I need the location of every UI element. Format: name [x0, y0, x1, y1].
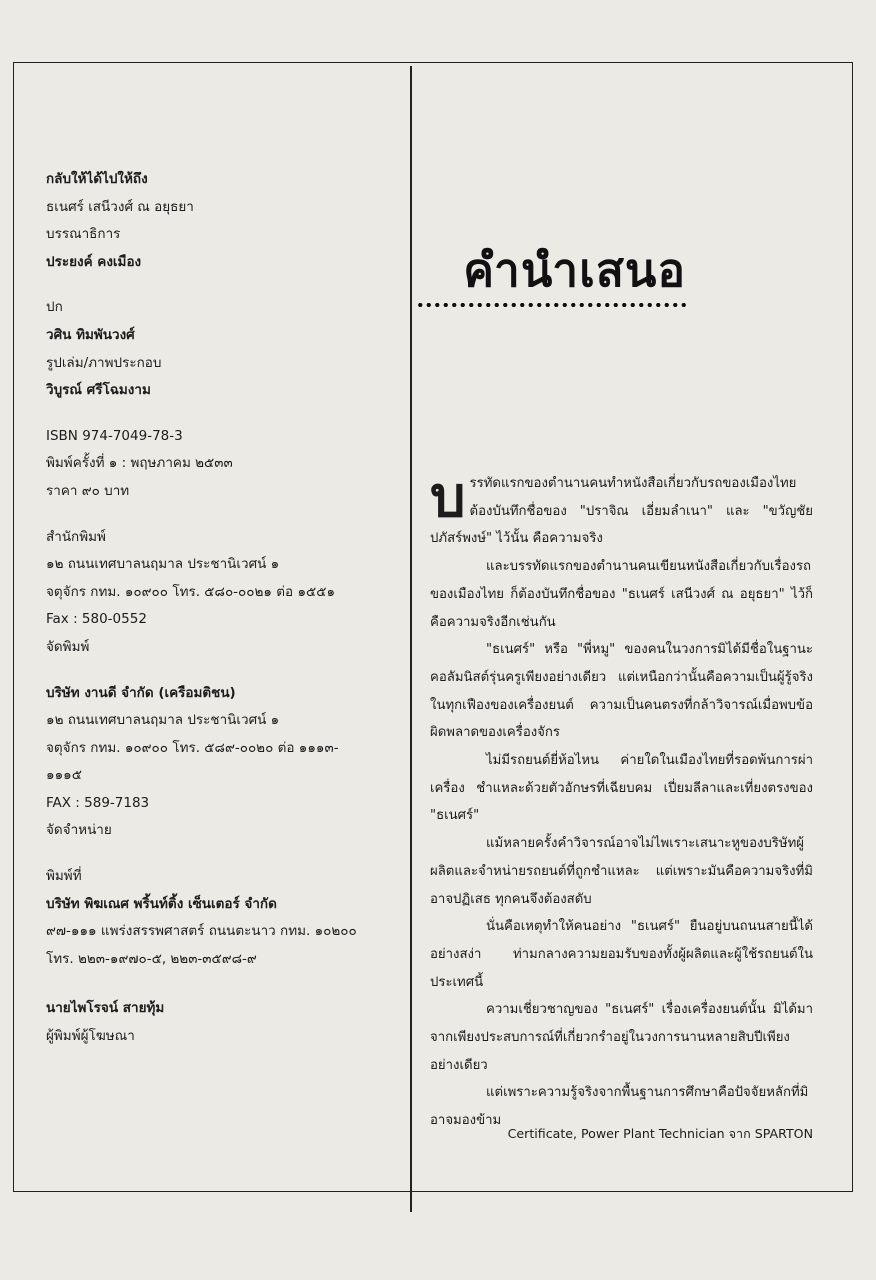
credit-line: จตุจักร กทม. ๑๐๙๐๐ โทร. ๕๘๙-๐๐๒๐ ต่อ ๑๑๑๓-: [46, 739, 339, 756]
column-divider: [410, 66, 412, 1212]
credits-column: [46, 166, 401, 1051]
credit-line: ผู้พิมพ์ผู้โฆษณา: [46, 1028, 135, 1045]
credit-line: ปก: [46, 299, 63, 316]
drop-cap: บ: [430, 465, 466, 530]
foreword-paragraph: และบรรทัดแรกของตำนานคนเขียนหนังสือเกี่ยวกับเรื่องรถของเมืองไทย ก็ต้องบันทึกชื่อของ "ธเนศร์ เสนีวงศ์ ณ อยุธยา" ไว้ก็คือความจริงอีกเช่นกัน: [430, 559, 813, 630]
credit-line: โทร. ๒๒๓-๑๙๗๐-๕, ๒๒๓-๓๕๙๘-๙: [46, 950, 257, 967]
credit-line: ๑๒ ถนนเทศบาลนฤมาล ประชานิเวศน์ ๑: [46, 712, 280, 729]
credit-line: ประยงค์ คงเมือง: [46, 253, 142, 270]
credit-line: กลับให้ได้ไปให้ถึง: [46, 171, 148, 187]
credit-line: พิมพ์ที่: [46, 868, 82, 885]
credit-line: Fax : 580-0552: [46, 611, 147, 628]
foreword-paragraph: แม้หลายครั้งคำวิจารณ์อาจไม่ไพเราะเสนาะหูของบริษัทผู้ผลิตและจำหน่ายรถยนต์ที่ถูกชำแหละ แต่เพราะมันคือความจริงที่มิอาจปฏิเสธ ทุกคนจึงต้องสดับ: [430, 836, 813, 907]
foreword-paragraph: "ธเนศร์" หรือ "พี่หมู" ของคนในวงการมิได้มีชื่อในฐานะคอลัมนิสต์รุ่นครูเพียงอย่างเดียว แต่เหนือกว่านั้นคือความเป็นผู้รู้จริงในทุกเฟืองของเครื่องยนต์ ความเป็นคนตรงที่กล้าวิจารณ์เมื่อพบข้อผิดพลาดของเครื่องจักร: [430, 642, 813, 741]
credit-line: ๙๗-๑๑๑ แพร่งสรรพศาสตร์ ถนนตะนาว กทม. ๑๐๒๐๐: [46, 923, 357, 940]
foreword-paragraph: แต่เพราะความรู้จริงจากพื้นฐานการศึกษาคือปัจจัยหลักที่มิอาจมองข้าม: [430, 1085, 809, 1129]
credit-line: บริษัท พิฆเณศ พริ้นท์ติ้ง เซ็นเตอร์ จำกัด: [46, 895, 277, 912]
credit-line: วิบูรณ์ ศรีโฉมงาม: [46, 382, 151, 399]
credit-line: ISBN 974-7049-78-3: [46, 427, 183, 444]
credit-line: บริษัท งานดี จำกัด (เครือมติชน): [46, 684, 236, 701]
foreword-paragraph: ไม่มีรถยนต์ยี่ห้อไหน ค่ายใดในเมืองไทยที่รอดพ้นการผ่าเครื่อง ชำแหละด้วยตัวอักษรที่เฉียบคม เปี่ยมลีลาและเที่ยงตรงของ "ธเนศร์": [430, 753, 813, 824]
credit-line: FAX : 589-7183: [46, 794, 150, 811]
credit-line: จัดพิมพ์: [46, 638, 90, 655]
dotted-underline: [416, 302, 686, 308]
credit-line: พิมพ์ครั้งที่ ๑ : พฤษภาคม ๒๕๓๓: [46, 455, 233, 472]
credit-line: บรรณาธิการ: [46, 226, 121, 243]
credit-line: วศิน ทิมพันวงศ์: [46, 326, 135, 343]
credit-line: รูปเล่ม/ภาพประกอบ: [46, 354, 162, 371]
credit-line: ๑๒ ถนนเทศบาลนฤมาล ประชานิเวศน์ ๑: [46, 556, 280, 573]
certificate-line: Certificate, Power Plant Technician จาก SPARTON: [507, 1126, 813, 1141]
foreword-body: [430, 465, 813, 1135]
paragraph-text: รรทัดแรกของตำนานคนทำหนังสือเกี่ยวกับรถของเมืองไทย ต้องบันทึกชื่อของ "ปราจิณ เอี่ยมลำเนา" และ "ขวัญชัย ปภัสร์พงษ์" ไว้นั้น คือความจริง: [430, 476, 813, 547]
credit-line: สำนักพิมพ์: [46, 528, 106, 545]
title-block: [416, 242, 686, 308]
foreword-paragraph: นั่นคือเหตุทำให้คนอย่าง "ธเนศร์" ยืนอยู่บนถนนสายนี้ได้อย่างสง่า ท่ามกลางความยอมรับของทั้งผู้ผลิตและผู้ใช้รถยนต์ในประเทศนี้: [430, 919, 813, 990]
page-title: คำนำเสนอ: [463, 243, 686, 297]
foreword-paragraph: ความเชี่ยวชาญของ "ธเนศร์" เรื่องเครื่องยนต์นั้น มิได้มาจากเพียงประสบการณ์ที่เกี่ยวกรำอยู่ในวงการนานหลายสิบปีเพียงอย่างเดียว: [430, 1002, 813, 1073]
foreword-paragraph: [430, 465, 813, 553]
credit-line: ราคา ๙๐ บาท: [46, 482, 130, 499]
credit-line: จัดจำหน่าย: [46, 822, 112, 839]
credit-line: นายไพโรจน์ สายทุ้ม: [46, 1000, 165, 1017]
credit-line: จตุจักร กทม. ๑๐๙๐๐ โทร. ๕๘๐-๐๐๒๑ ต่อ ๑๕๕๑: [46, 583, 336, 600]
credit-line: ธเนศร์ เสนีวงศ์ ณ อยุธยา: [46, 198, 194, 215]
credit-line: ๑๑๑๕: [46, 767, 82, 784]
